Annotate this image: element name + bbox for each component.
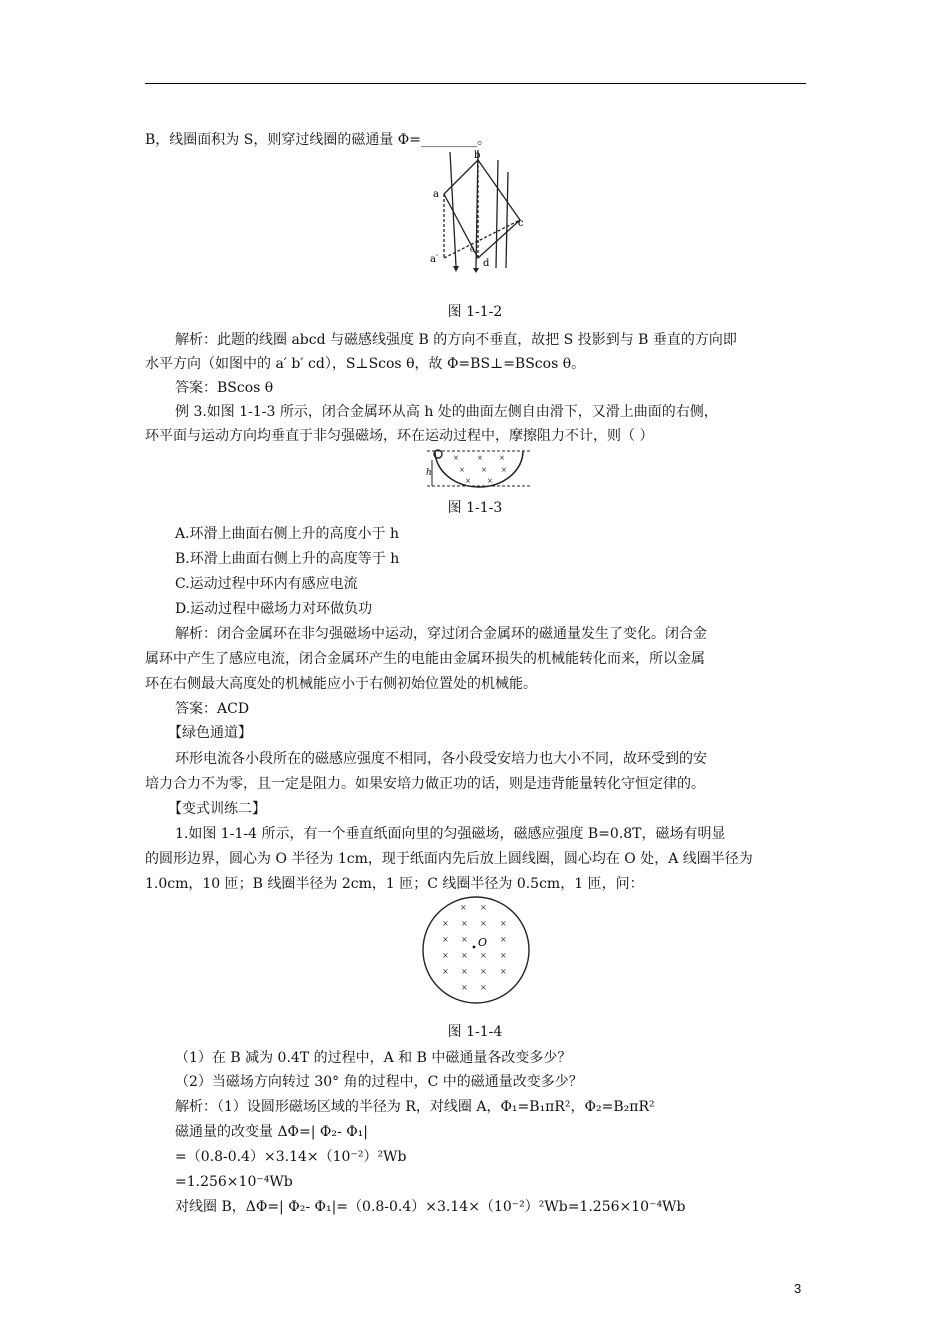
svg-text:×: × <box>480 983 487 992</box>
text-line: 培力合力不为零，且一定是阻力。如果安培力做正功的话，则是违背能量转化守恒定律的。 <box>145 776 705 792</box>
arrowhead <box>453 266 459 272</box>
label-b: b <box>474 150 481 161</box>
svg-text:×: × <box>461 967 468 976</box>
svg-text:×: × <box>461 983 468 992</box>
text-line: 解析：闭合金属环在非匀强磁场中运动，穿过闭合金属环的磁通量发生了变化。闭合金 <box>175 626 707 642</box>
svg-text:×: × <box>461 919 468 928</box>
svg-text:×: × <box>480 903 487 912</box>
text-line: 属环中产生了感应电流，闭合金属环产生的电能由金属环损失的机械能转化而来，所以金属 <box>145 651 705 667</box>
header-rule <box>145 83 806 84</box>
svg-text:×: × <box>480 951 487 960</box>
svg-text:×: × <box>481 466 487 474</box>
option-c: C.运动过程中环内有感应电流 <box>175 576 358 592</box>
text-line: 环形电流各小段所在的磁感应强度不相同，各小段受安培力也大小不同，故环受到的安 <box>175 751 707 767</box>
label-h: h <box>426 468 432 478</box>
formula-line: 对线圈 B，ΔΦ=| Φ₂- Φ₁|=（0.8-0.4）×3.14×（10⁻²）²Wb=1.256×10⁻⁴Wb <box>175 1199 686 1215</box>
text-line: 1.如图 1-1-4 所示，有一个垂直纸面向里的匀强磁场，磁感应强度 B=0.8T，磁场有明显 <box>175 826 726 842</box>
arrowhead <box>473 268 479 273</box>
svg-text:×: × <box>442 967 449 976</box>
svg-text:×: × <box>477 454 483 462</box>
svg-text:×: × <box>442 935 449 944</box>
question-1: （1）在 B 减为 0.4T 的过程中，A 和 B 中磁通量各改变多少？ <box>175 1050 572 1066</box>
figure-1-1-2 <box>420 148 530 273</box>
svg-text:×: × <box>500 919 507 928</box>
svg-text:×: × <box>461 935 468 944</box>
text-line: 水平方向（如图中的 a′ b′ cd），S⊥Scos θ，故 Φ=BS⊥=BScos θ。 <box>145 356 586 372</box>
svg-text:×: × <box>500 951 507 960</box>
svg-text:×: × <box>500 935 507 944</box>
section-heading: 【绿色通道】 <box>168 725 252 741</box>
svg-text:×: × <box>460 903 467 912</box>
svg-text:×: × <box>453 454 459 462</box>
label-a: a <box>433 189 439 200</box>
svg-text:×: × <box>501 466 507 474</box>
label-c: c <box>518 218 524 229</box>
question-2: （2）当磁场方向转过 30° 角的过程中，C 中的磁通量改变多少？ <box>175 1074 583 1090</box>
text-line: 解析：此题的线圈 abcd 与磁感线强度 B 的方向不垂直，故把 S 投影到与 B 垂直的方向即 <box>175 332 737 348</box>
figure-1-1-4 <box>420 894 532 1006</box>
formula-line: 磁通量的改变量 ΔΦ=| Φ₂- Φ₁| <box>175 1124 369 1140</box>
text-line: 环平面与运动方向均垂直于非匀强磁场，环在运动过程中，摩擦阻力不计，则（ ） <box>145 428 654 444</box>
center-dot <box>473 946 476 949</box>
option-b: B.环滑上曲面右侧上升的高度等于 h <box>175 551 400 567</box>
svg-text:×: × <box>487 477 493 485</box>
field-line <box>506 172 508 268</box>
svg-text:×: × <box>442 919 449 928</box>
label-a-prime: a′ <box>430 254 439 265</box>
formula-line: =（0.8-0.4）×3.14×（10⁻²）²Wb <box>175 1149 407 1165</box>
svg-text:×: × <box>499 454 505 462</box>
section-heading: 【变式训练二】 <box>168 801 266 817</box>
caption-fig-1-1-4: 图 1-1-4 <box>447 1024 503 1040</box>
boundary-circle <box>423 897 529 1003</box>
svg-text:×: × <box>480 919 487 928</box>
text-line: 解析：（1）设圆形磁场区域的半径为 R，对线圈 A，Φ₁=B₁πR²，Φ₂=B₂πR² <box>175 1099 655 1115</box>
text-line: 答案：BScos θ <box>175 380 274 396</box>
text-line: 的圆形边界，圆心为 O 半径为 1cm，现于纸面内先后放上圆线圈，圆心均在 O 处，A 线圈半径为 <box>145 851 753 867</box>
text-line: 1.0cm，10 匝；B 线圈半径为 2cm，1 匝；C 线圈半径为 0.5cm，1 匝，问： <box>145 876 644 892</box>
field-line <box>496 160 498 268</box>
svg-text:×: × <box>459 466 465 474</box>
svg-text:×: × <box>461 951 468 960</box>
formula-line: =1.256×10⁻⁴Wb <box>175 1174 293 1190</box>
figure-1-1-3 <box>425 448 533 490</box>
answer-line: 答案：ACD <box>175 701 250 717</box>
projection-line <box>444 220 520 258</box>
option-a: A.环滑上曲面右侧上升的高度小于 h <box>175 526 400 542</box>
svg-text:×: × <box>500 967 507 976</box>
label-theta: θ <box>470 246 475 254</box>
caption-fig-1-1-2: 图 1-1-2 <box>447 304 503 320</box>
label-o: O <box>478 936 488 949</box>
page-number: 3 <box>794 1281 802 1296</box>
label-d: d <box>483 258 490 269</box>
svg-text:×: × <box>442 951 449 960</box>
svg-text:×: × <box>480 967 487 976</box>
text-line: B，线圈面积为 S，则穿过线圈的磁通量 Φ=________。 <box>145 132 491 148</box>
text-line: 环在右侧最大高度处的机械能应小于右侧初始位置处的机械能。 <box>145 676 537 692</box>
caption-fig-1-1-3: 图 1-1-3 <box>447 500 503 516</box>
option-d: D.运动过程中磁场力对环做负功 <box>175 601 373 617</box>
svg-text:×: × <box>465 477 471 485</box>
field-line <box>450 152 456 266</box>
text-line: 例 3.如图 1-1-3 所示，闭合金属环从高 h 处的曲面左侧自由滑下，又滑上曲面的右侧， <box>175 404 718 420</box>
